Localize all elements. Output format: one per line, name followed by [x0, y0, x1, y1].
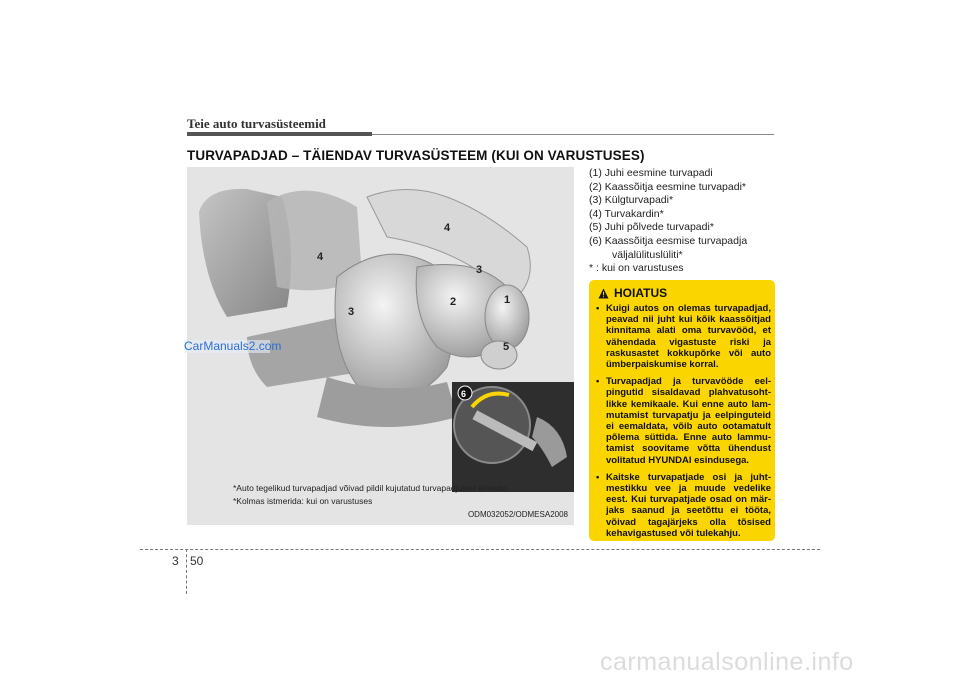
carmanuals-watermark: CarManuals2.com: [184, 339, 282, 353]
footer-page-number: 50: [190, 554, 204, 568]
legend-item-3: (3) Külgturvapadi*: [589, 194, 674, 207]
warning-icon: [598, 288, 609, 299]
legend-item-4: (4) Turvakardin*: [589, 207, 664, 220]
legend-item-5: (5) Juhi põlvede turvapadi*: [589, 221, 714, 234]
legend-item-1: (1) Juhi eesmine turvapadi: [589, 167, 713, 179]
warning-item-3: • Kaitske turvapatjade osi ja juht-mestikku vee ja muude vedelike eest. Kui turvapatjade osad on mär-jaks saanud ja seetõttu ei tööta, võivad tagajärjeks olla tõsised kehavigastused või tulekahju.: [595, 472, 771, 539]
footer-rule: [140, 549, 820, 550]
warning-header: [598, 286, 667, 300]
legend-item-2: (2) Kaassõitja eesmine turvapadi*: [589, 180, 746, 193]
callout-3-right: 3: [476, 264, 483, 276]
warning-box: [589, 280, 775, 541]
figure-note-2: *Kolmas istmerida: kui on varustuses: [233, 496, 373, 506]
section-title: TURVAPADJAD – TÄIENDAV TURVASÜSTEEM (KUI ON VARUSTUSES): [187, 148, 645, 163]
warning-list: [595, 303, 771, 545]
chapter-title: Teie auto turvasüsteemid: [187, 116, 326, 131]
callout-5: 5: [503, 341, 510, 353]
callout-6: 6: [461, 389, 467, 399]
callout-2: 2: [450, 296, 457, 308]
callout-3-left: 3: [348, 306, 355, 318]
footer-divider: [186, 549, 187, 594]
site-watermark: carmanualsonline.info: [600, 648, 854, 676]
figure-note-1: *Auto tegelikud turvapadjad võivad pildil kujutatud turvapadjatest erineda.: [233, 483, 509, 493]
warning-item-2: • Turvapadjad ja turvavööde eel-pingutid sisaldavad plahvatusoht-likke kemikaale. Kui enne auto lam-mutamist turvapatju ja eelpinguteid ei eemaldata, võib auto ootamatult põlema süttida. Enne auto lammu-tamist soovitame võtta ühendust volitatud HYUNDAI esindusega.: [595, 376, 771, 466]
warning-item-1: • Kuigi autos on olemas turvapadjad, peavad nii juht kui kõik kaassõitjad kinnitama alati oma turvavööd, et vähendada vigastuste riski ja raskusastet kokkupõrke või auto ümberpaiskumise korral.: [595, 303, 771, 370]
header-bar: [187, 132, 372, 136]
header-rule: [372, 134, 774, 135]
callout-4-right: 4: [444, 222, 451, 234]
callout-4-left: 4: [317, 251, 324, 263]
warning-title: HOIATUS: [614, 286, 668, 300]
figure-code: ODM032052/ODMESA2008: [467, 510, 568, 519]
knee-airbag-shape: [481, 341, 517, 369]
legend-item-6: (6) Kaassõitja eesmise turvapadja: [589, 234, 748, 247]
callout-1: 1: [504, 294, 511, 306]
footer-chapter-number: 3: [172, 554, 179, 568]
legend-footnote: * : kui on varustuses: [589, 262, 684, 275]
legend-item-6-cont: väljalülituslüliti*: [612, 248, 683, 261]
airbag-legend: [589, 167, 779, 276]
